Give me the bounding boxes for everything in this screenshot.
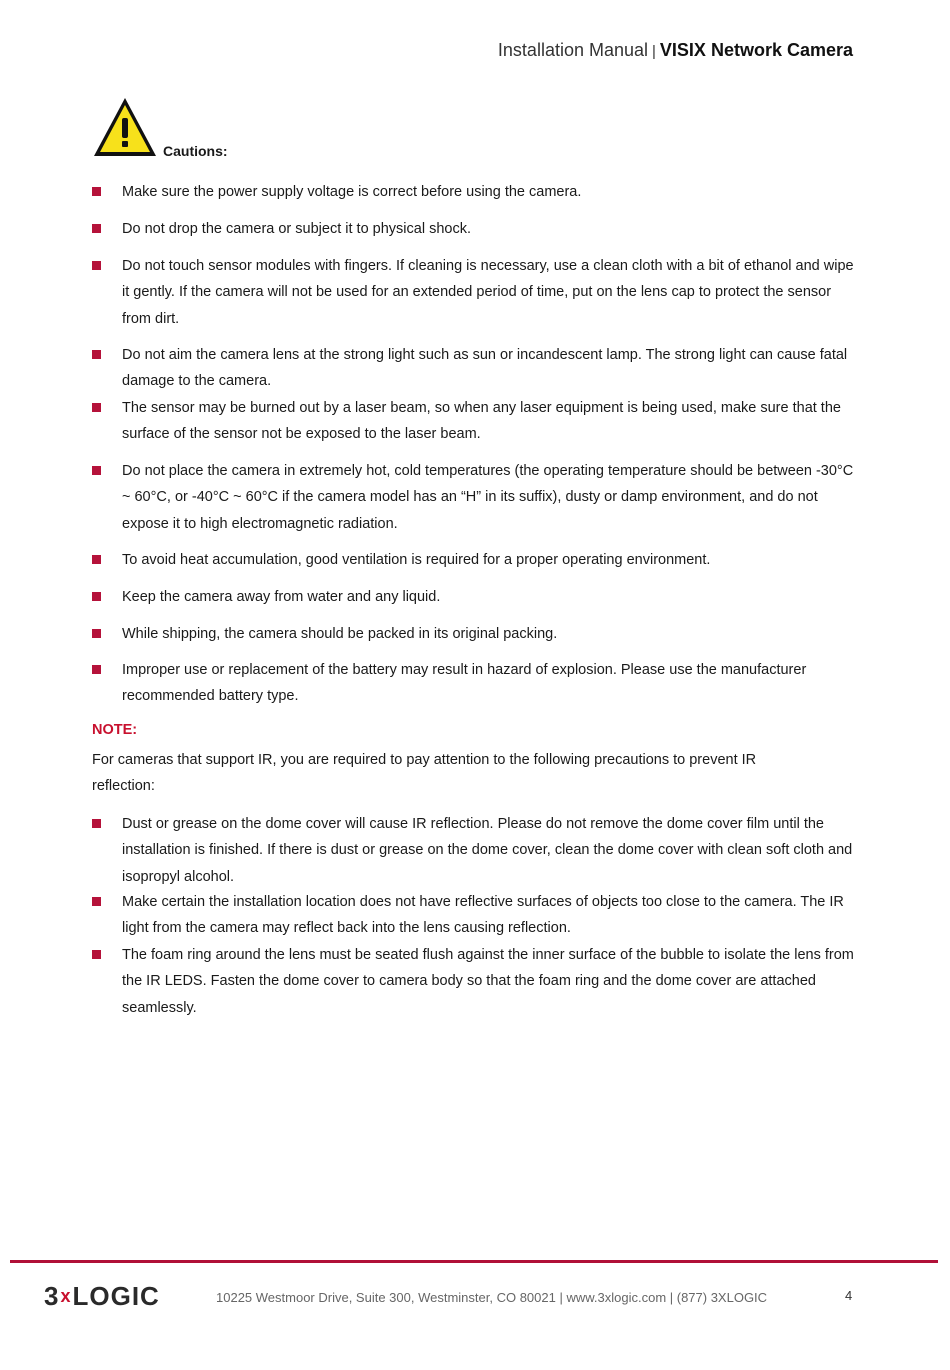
list-item-text: While shipping, the camera should be packed in its original packing. <box>122 626 558 642</box>
list-item-text: To avoid heat accumulation, good ventilation is required for a proper operating environment. <box>122 552 711 568</box>
bullet-square-icon <box>92 629 101 638</box>
list-item-text: Keep the camera away from water and any liquid. <box>122 589 441 605</box>
bullet-square-icon <box>92 350 101 359</box>
bullet-square-icon <box>92 897 101 906</box>
bullet-square-icon <box>92 950 101 959</box>
caution-label: Cautions: <box>163 143 228 159</box>
header-title-light: Installation Manual <box>497 40 649 60</box>
footer-divider <box>10 1260 938 1263</box>
bullet-square-icon <box>92 403 101 412</box>
note-title: NOTE: <box>92 722 138 738</box>
warning-triangle-icon <box>92 96 158 158</box>
list-item-text: Make sure the power supply voltage is correct before using the camera. <box>122 184 582 200</box>
list-item-text: The foam ring around the lens must be seated flush against the inner surface of the bubble to isolate the lens from the IR LEDS. Fasten the dome cover to camera body so that the foam ring and the dome cover are attached seamlessly. <box>122 947 854 1016</box>
list-item-text: Do not place the camera in extremely hot, cold temperatures (the operating temperature should be between -30°C ~ 60°C, or -40°C ~ 60°C if the camera model has an “H” in its suffix), dusty or damp environment, and do not expose it to high electromagnetic radiation. <box>122 463 854 532</box>
list-item-text: The sensor may be burned out by a laser beam, so when any laser equipment is being used, make sure that the surface of the sensor not be exposed to the laser beam. <box>122 400 841 443</box>
logo-part-x: x <box>60 1286 72 1306</box>
company-logo <box>44 1281 160 1311</box>
list-item-text: Do not aim the camera lens at the strong light such as sun or incandescent lamp. The strong light can cause fatal damage to the camera. <box>122 347 848 390</box>
bullet-square-icon <box>92 466 101 475</box>
page-number: 4 <box>845 1288 853 1303</box>
list-item-text: Do not touch sensor modules with fingers. If cleaning is necessary, use a clean cloth with a bit of ethanol and wipe it gently. If the camera will not be used for an extended period of time, put on the lens cap to protect the sensor from dirt. <box>122 258 854 327</box>
note-paragraph: For cameras that support IR, you are required to pay attention to the following precautions to prevent IR reflection: <box>92 752 757 795</box>
bullet-square-icon <box>92 224 101 233</box>
list-item-text: Dust or grease on the dome cover will cause IR reflection. Please do not remove the dome cover film until the installation is finished. If there is dust or grease on the dome cover, clean the dome cover with clean soft cloth and isopropyl alcohol. <box>122 816 853 885</box>
bullet-square-icon <box>92 665 101 674</box>
list-item-text: Do not drop the camera or subject it to physical shock. <box>122 221 471 237</box>
list-item-text: Improper use or replacement of the battery may result in hazard of explosion. Please use the manufacturer recommended battery type. <box>122 662 807 705</box>
logo-part-3: 3 <box>44 1281 60 1311</box>
bullet-square-icon <box>92 187 101 196</box>
bullet-square-icon <box>92 555 101 564</box>
header-title-bold: VISIX Network Camera <box>659 40 853 60</box>
header-separator: | <box>652 43 656 60</box>
bullet-square-icon <box>92 819 101 828</box>
page-header <box>498 40 853 61</box>
bullet-square-icon <box>92 261 101 270</box>
list-item-text: Make certain the installation location does not have reflective surfaces of objects too close to the camera. The IR light from the camera may reflect back into the lens causing reflection. <box>122 894 844 937</box>
bullet-square-icon <box>92 592 101 601</box>
footer-address: 10225 Westmoor Drive, Suite 300, Westminster, CO 80021 | www.3xlogic.com | (877) 3XLOGIC <box>216 1290 768 1305</box>
logo-part-logic: LOGIC <box>72 1281 160 1311</box>
